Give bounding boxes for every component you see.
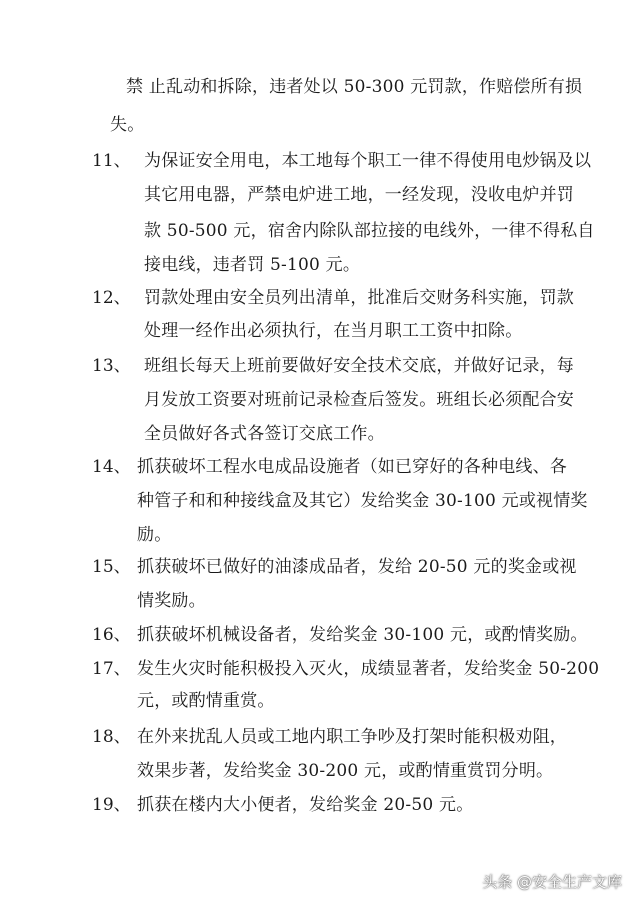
item-line: 在外来扰乱人员或工地内职工争吵及打架时能积极劝阻，	[137, 727, 567, 747]
item-line: 抓获破坏已做好的油漆成品者，发给 20-50 元的奖金或视	[137, 557, 577, 577]
item-line: 抓获破坏机械设备者，发给奖金 30-100 元，或酌情奖励。	[137, 625, 588, 645]
item-line: 抓获在楼内大小便者，发给奖金 20-50 元。	[137, 795, 474, 815]
item-line: 为保证安全用电，本工地每个职工一律不得使用电炒锅及以	[144, 151, 592, 171]
item-line: 接电线，违者罚 5-100 元。	[144, 255, 361, 275]
item-line: 情奖励。	[137, 591, 206, 611]
item-line: 效果步著，发给奖金 30-200 元，或酌情重赏罚分明。	[137, 761, 554, 781]
item-number: 12、	[92, 288, 131, 308]
item-line: 款 50-500 元，宿舍内除队部拉接的电线外，一律不得私自	[144, 221, 595, 241]
item-line: 全员做好各式各签订交底工作。	[144, 424, 385, 444]
intro-line: 禁 止乱动和拆除，违者处以 50-300 元罚款，作赔偿所有损	[126, 77, 583, 97]
item-number: 17、	[92, 659, 131, 679]
item-number: 14、	[92, 457, 131, 477]
item-line: 抓获破坏工程水电成品设施者（如已穿好的各种电线、各	[137, 457, 567, 477]
item-number: 16、	[92, 625, 131, 645]
item-line: 元，或酌情重赏。	[137, 691, 275, 711]
item-line: 罚款处理由安全员列出清单，批准后交财务科实施，罚款	[144, 288, 574, 308]
item-line: 其它用电器，严禁电炉进工地，一经发现，没收电炉并罚	[144, 185, 574, 205]
item-line: 励。	[137, 525, 172, 545]
item-line: 发生火灾时能积极投入灭火，成绩显著者，发给奖金 50-200	[137, 659, 600, 679]
item-number: 18、	[92, 727, 131, 747]
item-number: 13、	[92, 356, 131, 376]
item-line: 处理一经作出必须执行，在当月职工工资中扣除。	[144, 321, 523, 341]
item-number: 15、	[92, 557, 131, 577]
item-line: 种管子和和种接线盒及其它）发给奖金 30-100 元或视情奖	[137, 491, 588, 511]
intro-line: 失。	[110, 115, 145, 135]
item-number: 19、	[92, 795, 131, 815]
item-line: 班组长每天上班前要做好安全技术交底，并做好记录，每	[144, 356, 574, 376]
item-number: 11、	[92, 151, 131, 171]
source-watermark: 头条 @安全生产文库	[482, 873, 622, 891]
item-line: 月发放工资要对班前记录检查后签发。班组长必须配合安	[144, 390, 574, 410]
